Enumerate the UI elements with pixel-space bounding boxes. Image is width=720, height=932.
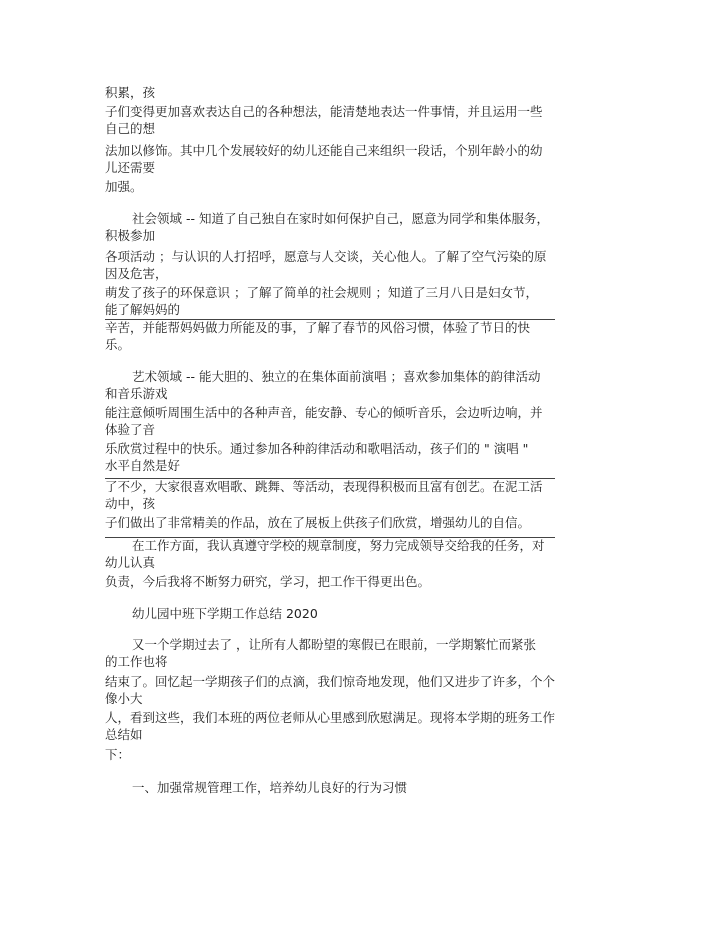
paragraph (105, 538, 565, 571)
text-line: 幼儿园中班下学期工作总结 2020 (132, 606, 318, 621)
text-line: 体验了音 (105, 421, 156, 437)
paragraph (105, 479, 565, 512)
paragraph (105, 780, 565, 797)
text-line: 水平自然是好 (105, 457, 181, 473)
text-line: 乐。 (105, 336, 131, 352)
section-title (105, 606, 565, 623)
text-line: 一、加强常规管理工作，培养幼儿良好的行为习惯 (132, 780, 408, 795)
paragraph (105, 249, 565, 282)
text-line: 能注意倾听周围生活中的各种声音，能安静、专心的倾听音乐，会边听边响，并 (105, 405, 543, 420)
paragraph (105, 747, 565, 764)
text-line: 在工作方面，我认真遵守学校的规章制度，努力完成领导交给我的任务，对 (132, 538, 545, 553)
paragraph (105, 211, 565, 244)
text-line: 又一个学期过去了 ，让所有人都盼望的寒假已在眼前，一学期繁忙而紧张 (132, 637, 536, 652)
text-line: 艺术领域 -- 能大胆的、独立的在集体面前演唱 ；喜欢参加集体的韵律活动 (132, 369, 541, 384)
horizontal-rule (105, 478, 555, 479)
paragraph (105, 285, 565, 318)
paragraph (105, 320, 565, 353)
paragraph (105, 574, 565, 591)
text-line: 结束了。回忆起一学期孩子们的点滴，我们惊奇地发现，他们又进步了许多，个个 (105, 674, 556, 689)
text-line: 儿还需要 (105, 159, 156, 175)
text-line: 因及危害， (105, 265, 168, 281)
horizontal-rule (105, 537, 555, 538)
paragraph (105, 637, 565, 670)
text-line: 幼儿认真 (105, 554, 156, 570)
paragraph (105, 515, 565, 532)
text-line: 下： (105, 747, 131, 762)
text-line: 萌发了孩子的环保意识 ；了解了简单的社会规则 ；知道了三月八日是妇女节， (105, 285, 538, 300)
text-line: 和音乐游戏 (105, 385, 168, 401)
paragraph (105, 369, 565, 402)
text-line: 人，看到这些，我们本班的两位老师从心里感到欣慰满足。现将本学期的班务工作 (105, 710, 556, 725)
text-line: 自己的想 (105, 120, 156, 136)
paragraph (105, 710, 565, 743)
paragraph (105, 674, 565, 707)
paragraph (105, 104, 565, 137)
text-line: 了不少，大家很喜欢唱歌、跳舞、等活动，表现得积极而且富有创艺。在泥工活 (105, 479, 543, 494)
text-line: 乐欣赏过程中的快乐。通过参加各种韵律活动和歌唱活动，孩子们的 " 演唱 " (105, 441, 529, 456)
paragraph (105, 405, 565, 438)
text-line: 能了解妈妈的 (105, 301, 181, 317)
text-line: 积极参加 (105, 227, 156, 243)
paragraph (105, 85, 565, 102)
horizontal-rule (105, 319, 555, 320)
text-line: 像小大 (105, 690, 143, 706)
text-line: 动中，孩 (105, 495, 156, 511)
text-line: 社会领域 -- 知道了自己独自在家时如何保护自己，愿意为同学和集体服务， (132, 211, 549, 226)
text-line: 总结如 (105, 726, 143, 742)
text-line: 子们变得更加喜欢表达自己的各种想法，能清楚地表达一件事情，并且运用一些 (105, 104, 543, 119)
text-line: 的工作也将 (105, 653, 168, 669)
paragraph (105, 179, 565, 196)
paragraph (105, 441, 565, 474)
text-line: 积累，孩 (105, 85, 156, 100)
text-line: 各项活动 ；与认识的人打招呼，愿意与人交谈，关心他人。了解了空气污染的原 (105, 249, 547, 264)
text-line: 负责，今后我将不断努力研究，学习，把工作干得更出色。 (105, 574, 431, 589)
paragraph (105, 143, 565, 176)
text-line: 辛苦，并能帮妈妈做力所能及的事，了解了春节的风俗习惯，体验了节日的快 (105, 320, 531, 335)
text-line: 子们做出了非常精美的作品，放在了展板上供孩子们欣赏，增强幼儿的自信。 (105, 515, 531, 530)
text-line: 加强。 (105, 179, 143, 194)
text-line: 法加以修饰。其中几个发展较好的幼儿还能自己来组织一段话，个别年龄小的幼 (105, 143, 543, 158)
